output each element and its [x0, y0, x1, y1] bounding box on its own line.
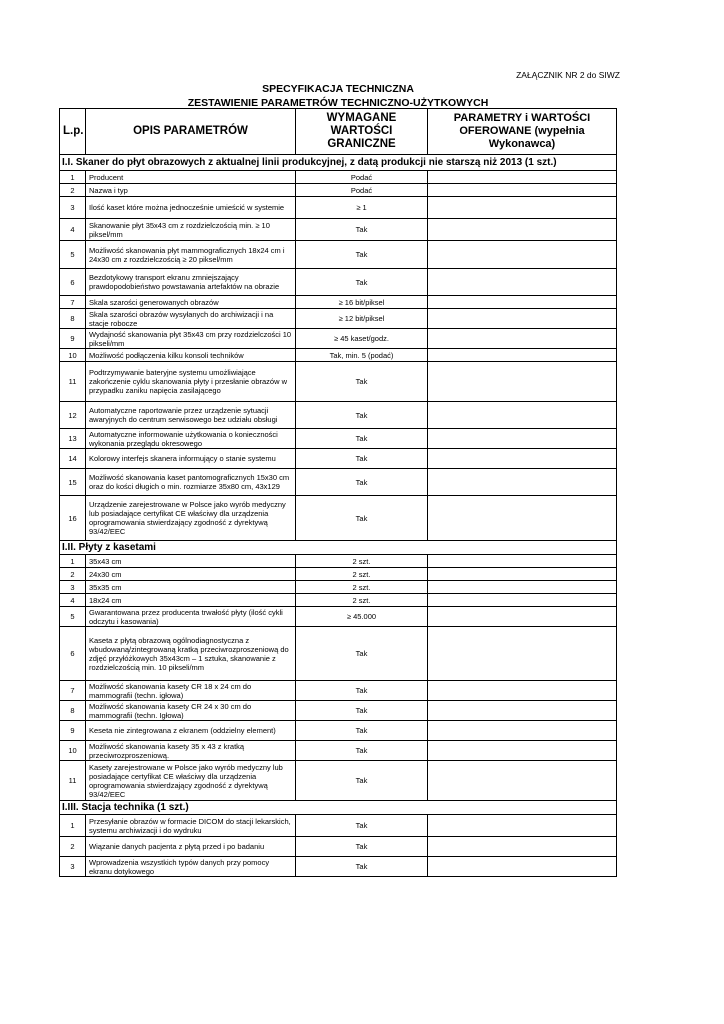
- offered-value-field[interactable]: [428, 741, 617, 761]
- parameter-description: Możliwość podłączenia kilku konsoli techników: [86, 349, 296, 362]
- offered-value-field[interactable]: [428, 568, 617, 581]
- table-row: [60, 761, 617, 801]
- parameter-description: Wprowadzenia wszystkich typów danych przy pomocy ekranu dotykowego: [86, 857, 296, 877]
- required-value: Tak: [296, 429, 428, 449]
- row-number: 1: [60, 171, 86, 184]
- row-number: 5: [60, 241, 86, 269]
- row-number: 8: [60, 701, 86, 721]
- table-row: [60, 496, 617, 541]
- required-value: Tak: [296, 469, 428, 496]
- table-row: [60, 309, 617, 329]
- header-wymagane: WYMAGANE WARTOŚCI GRANICZNE: [296, 109, 428, 155]
- parameter-description: Urządzenie zarejestrowane w Polsce jako wyrób medyczny lub posiadające certyfikat CE właściwy dla urządzenia oprogramowania stwierdzający zgodność z dyrektywą 93/42/EEC: [86, 496, 296, 541]
- parameter-description: Przesyłanie obrazów w formacie DICOM do stacji lekarskich, systemu archiwizacji i do wydruku: [86, 815, 296, 837]
- required-value: 2 szt.: [296, 555, 428, 568]
- parameter-description: Skanowanie płyt 35x43 cm z rozdzielczością min. ≥ 10 piksel/mm: [86, 219, 296, 241]
- row-number: 11: [60, 761, 86, 801]
- table-row: [60, 627, 617, 681]
- offered-value-field[interactable]: [428, 241, 617, 269]
- row-number: 13: [60, 429, 86, 449]
- header-opis: OPIS PARAMETRÓW: [86, 109, 296, 155]
- row-number: 4: [60, 219, 86, 241]
- required-value: 2 szt.: [296, 594, 428, 607]
- table-row: [60, 184, 617, 197]
- offered-value-field[interactable]: [428, 837, 617, 857]
- required-value: Tak, min. 5 (podać): [296, 349, 428, 362]
- parameter-description: Możliwość skanowania kasety 35 x 43 z kratką przeciwrozproszeniową.: [86, 741, 296, 761]
- offered-value-field[interactable]: [428, 269, 617, 296]
- required-value: ≥ 45.000: [296, 607, 428, 627]
- parameter-description: Możliwość skanowania kasety CR 18 x 24 cm do mammografii (techn. igłowa): [86, 681, 296, 701]
- offered-value-field[interactable]: [428, 815, 617, 837]
- parameter-description: Skala szarości generowanych obrazów: [86, 296, 296, 309]
- required-value: Tak: [296, 449, 428, 469]
- required-value: Tak: [296, 857, 428, 877]
- offered-value-field[interactable]: [428, 496, 617, 541]
- offered-value-field[interactable]: [428, 296, 617, 309]
- required-value: Tak: [296, 402, 428, 429]
- table-row: [60, 171, 617, 184]
- row-number: 3: [60, 857, 86, 877]
- row-number: 3: [60, 581, 86, 594]
- parameter-description: Ilość kaset które można jednocześnie umieścić w systemie: [86, 197, 296, 219]
- header-oferowane: PARAMETRY i WARTOŚCI OFEROWANE (wypełnia Wykonawca): [428, 109, 617, 155]
- required-value: Podać: [296, 184, 428, 197]
- table-row: [60, 837, 617, 857]
- offered-value-field[interactable]: [428, 402, 617, 429]
- parameter-description: Skala szarości obrazów wysyłanych do archiwizacji i na stacje robocze: [86, 309, 296, 329]
- row-number: 8: [60, 309, 86, 329]
- parameter-description: Kolorowy interfejs skanera informujący o stanie systemu: [86, 449, 296, 469]
- required-value: Tak: [296, 362, 428, 402]
- parameter-description: 35x35 cm: [86, 581, 296, 594]
- required-value: Tak: [296, 701, 428, 721]
- offered-value-field[interactable]: [428, 701, 617, 721]
- offered-value-field[interactable]: [428, 362, 617, 402]
- parameter-description: Automatyczne raportowanie przez urządzenie sytuacji awaryjnych do centrum serwisowego bez udziału obsługi: [86, 402, 296, 429]
- specification-table: [59, 108, 617, 877]
- table-row: [60, 241, 617, 269]
- required-value: Podać: [296, 171, 428, 184]
- row-number: 4: [60, 594, 86, 607]
- parameter-description: Gwarantowana przez producenta trwałość płyty (ilość cykli odczytu i kasowania): [86, 607, 296, 627]
- table-body: [60, 155, 617, 877]
- table-row: [60, 701, 617, 721]
- table-row: [60, 349, 617, 362]
- required-value: Tak: [296, 627, 428, 681]
- parameter-description: Automatyczne informowanie użytkowania o konieczności wykonania przeglądu okresowego: [86, 429, 296, 449]
- row-number: 7: [60, 681, 86, 701]
- required-value: Tak: [296, 761, 428, 801]
- offered-value-field[interactable]: [428, 594, 617, 607]
- offered-value-field[interactable]: [428, 721, 617, 741]
- offered-value-field[interactable]: [428, 429, 617, 449]
- row-number: 2: [60, 184, 86, 197]
- parameter-description: 18x24 cm: [86, 594, 296, 607]
- row-number: 15: [60, 469, 86, 496]
- parameter-description: Nazwa i typ: [86, 184, 296, 197]
- required-value: Tak: [296, 741, 428, 761]
- row-number: 6: [60, 269, 86, 296]
- offered-value-field[interactable]: [428, 184, 617, 197]
- offered-value-field[interactable]: [428, 469, 617, 496]
- table-header-row: [60, 109, 617, 155]
- parameter-description: Kasety zarejestrowane w Polsce jako wyrób medyczny lub posiadające certyfikat CE właściwy dla urządzenia oprogramowania stwierdzający zgodność z dyrektywą 93/42/EEC: [86, 761, 296, 801]
- offered-value-field[interactable]: [428, 309, 617, 329]
- required-value: Tak: [296, 241, 428, 269]
- section-header-row: [60, 155, 617, 171]
- table-row: [60, 402, 617, 429]
- required-value: Tak: [296, 496, 428, 541]
- row-number: 6: [60, 627, 86, 681]
- required-value: 2 szt.: [296, 568, 428, 581]
- table-row: [60, 197, 617, 219]
- offered-value-field[interactable]: [428, 761, 617, 801]
- table-row: [60, 607, 617, 627]
- offered-value-field[interactable]: [428, 681, 617, 701]
- offered-value-field[interactable]: [428, 581, 617, 594]
- table-row: [60, 429, 617, 449]
- table-row: [60, 857, 617, 877]
- table-row: [60, 329, 617, 349]
- offered-value-field[interactable]: [428, 607, 617, 627]
- section-title: I.I. Skaner do płyt obrazowych z aktualnej linii produkcyjnej, z datą produkcji nie starszą niż 2013 (1 szt.): [60, 155, 617, 171]
- offered-value-field[interactable]: [428, 329, 617, 349]
- row-number: 5: [60, 607, 86, 627]
- document-title: SPECYFIKACJA TECHNICZNA: [262, 83, 414, 95]
- table-row: [60, 815, 617, 837]
- parameter-description: Podtrzymywanie bateryjne systemu umożliwiające zakończenie cyklu skanowania płyty i przesłanie obrazów w przypadku zaniku napięcia zasilającego: [86, 362, 296, 402]
- offered-value-field[interactable]: [428, 555, 617, 568]
- row-number: 12: [60, 402, 86, 429]
- row-number: 11: [60, 362, 86, 402]
- parameter-description: Możliwość skanowania kaset pantomograficznych 15x30 cm oraz do kości długich o min. rozmiarze 35x80 cm, 43x129: [86, 469, 296, 496]
- required-value: Tak: [296, 681, 428, 701]
- row-number: 10: [60, 741, 86, 761]
- annex-label: ZAŁĄCZNIK NR 2 do SIWZ: [516, 70, 620, 80]
- table-row: [60, 681, 617, 701]
- offered-value-field[interactable]: [428, 171, 617, 184]
- header-lp: L.p.: [60, 109, 86, 155]
- table-row: [60, 449, 617, 469]
- required-value: ≥ 16 bit/piksel: [296, 296, 428, 309]
- required-value: 2 szt.: [296, 581, 428, 594]
- row-number: 14: [60, 449, 86, 469]
- table-row: [60, 269, 617, 296]
- row-number: 2: [60, 837, 86, 857]
- table-row: [60, 296, 617, 309]
- row-number: 2: [60, 568, 86, 581]
- table-row: [60, 219, 617, 241]
- offered-value-field[interactable]: [428, 627, 617, 681]
- section-title: I.II. Płyty z kasetami: [60, 541, 617, 555]
- parameter-description: Możliwość skanowania płyt mammograficznych 18x24 cm i 24x30 cm z rozdzielczością ≥ 20 piksel/mm: [86, 241, 296, 269]
- parameter-description: Kaseta z płytą obrazową ogólnodiagnostyczna z wbudowaną/zintegrowaną kratką przeciwrozproszeniową do zdjęć przyłóżkowych 35x43cm – 1 sztuka, skanowanie z rozdzielczością min. 10 pikseli/mm: [86, 627, 296, 681]
- offered-value-field[interactable]: [428, 857, 617, 877]
- offered-value-field[interactable]: [428, 449, 617, 469]
- parameter-description: 24x30 cm: [86, 568, 296, 581]
- parameter-description: Producent: [86, 171, 296, 184]
- table-row: [60, 469, 617, 496]
- table-row: [60, 555, 617, 568]
- parameter-description: 35x43 cm: [86, 555, 296, 568]
- offered-value-field[interactable]: [428, 219, 617, 241]
- parameter-description: Możliwość skanowania kasety CR 24 x 30 cm do mammografii (techn. Igłowa): [86, 701, 296, 721]
- section-title: I.III. Stacja technika (1 szt.): [60, 801, 617, 815]
- required-value: Tak: [296, 837, 428, 857]
- row-number: 1: [60, 555, 86, 568]
- parameter-description: Wiązanie danych pacjenta z płytą przed i po badaniu: [86, 837, 296, 857]
- parameter-description: Wydajność skanowania płyt 35x43 cm przy rozdzielczości 10 pikseli/mm: [86, 329, 296, 349]
- required-value: ≥ 12 bit/piksel: [296, 309, 428, 329]
- row-number: 3: [60, 197, 86, 219]
- required-value: Tak: [296, 721, 428, 741]
- section-header-row: [60, 801, 617, 815]
- table-row: [60, 741, 617, 761]
- table-row: [60, 581, 617, 594]
- required-value: Tak: [296, 219, 428, 241]
- required-value: Tak: [296, 269, 428, 296]
- row-number: 10: [60, 349, 86, 362]
- row-number: 9: [60, 721, 86, 741]
- table-row: [60, 568, 617, 581]
- document-subtitle: ZESTAWIENIE PARAMETRÓW TECHNICZNO-UŻYTKOWYCH: [187, 97, 489, 109]
- row-number: 16: [60, 496, 86, 541]
- table-row: [60, 362, 617, 402]
- required-value: Tak: [296, 815, 428, 837]
- parameter-description: Bezdotykowy transport ekranu zmniejszający prawdopodobieństwo powstawania artefaktów na obrazie: [86, 269, 296, 296]
- required-value: ≥ 1: [296, 197, 428, 219]
- offered-value-field[interactable]: [428, 197, 617, 219]
- table-row: [60, 721, 617, 741]
- row-number: 9: [60, 329, 86, 349]
- parameter-description: Keseta nie zintegrowana z ekranem (oddzielny element): [86, 721, 296, 741]
- offered-value-field[interactable]: [428, 349, 617, 362]
- section-header-row: [60, 541, 617, 555]
- row-number: 7: [60, 296, 86, 309]
- row-number: 1: [60, 815, 86, 837]
- required-value: ≥ 45 kaset/godz.: [296, 329, 428, 349]
- table-row: [60, 594, 617, 607]
